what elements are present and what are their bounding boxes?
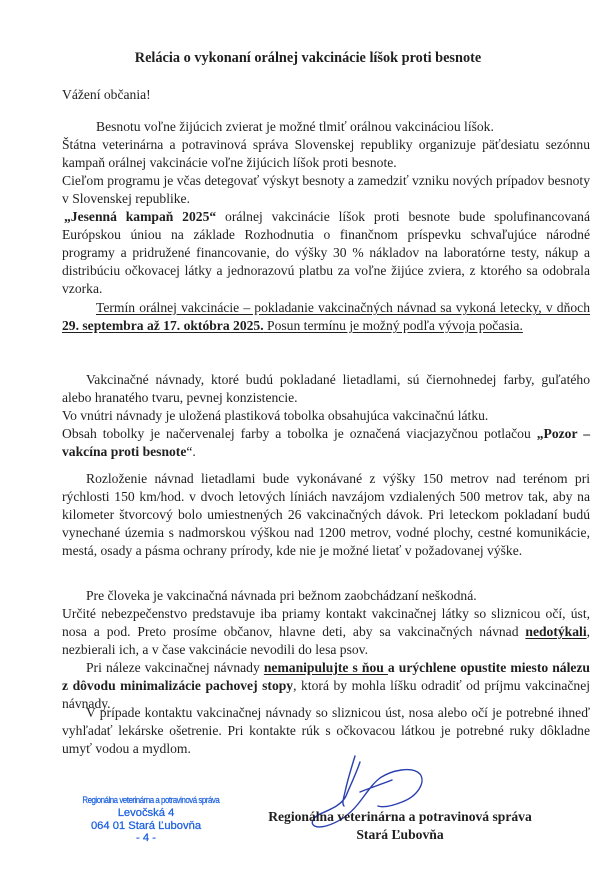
official-stamp (72, 794, 220, 845)
bait-warning-label: „Pozor – vakcína proti besnote (62, 426, 590, 459)
safety-line-2-text: Určité nebezpečenstvo predstavuje iba priamy kontakt vakcinačnej látky so sliznicou očí, úst, nosa a pod. Preto prosíme občanov, hlavne deti, aby sa vakcinačných návnad (62, 606, 590, 639)
signature-organization: Regionálna veterinárna a potravinová správa (268, 809, 532, 824)
intro-line-3: Cieľom programu je včas detegovať výskyt besnoty a zamedziť vzniku nových prípadov besnoty v Slovenskej republike. (62, 173, 590, 206)
signature-city: Stará Ľubovňa (356, 827, 444, 842)
schedule-text-before: Termín orálnej vakcinácie – pokladanie vakcinačných návnad sa vykoná letecky, v dňoch (96, 300, 590, 315)
bait-line-3-text: Obsah tobolky je načervenalej farby a tobolka je označená viacjazyčnou potlačou (62, 426, 537, 441)
safety-line-2-after: , nezbierali ich, a v čase vakcinácie nevodili do lesa psov. (62, 624, 590, 657)
found-bait-before: Pri náleze vakcinačnej návnady (86, 660, 264, 675)
signature-block (240, 808, 560, 844)
contact-paragraph: V prípade kontaktu vakcinačnej návnady so sliznicou úst, nosa alebo očí je potrebné ihneď vyhľadať lekárske ošetrenie. Pri kontakte rúk s očkovacou látkou je potrebné ruky dôkladne umyť vodou a mydlom. (62, 705, 590, 756)
safety-section (62, 587, 590, 713)
stamp-number: - 4 - (136, 832, 156, 844)
bait-section (62, 371, 590, 461)
safety-line-2 (62, 605, 590, 659)
bait-line-3 (62, 425, 590, 461)
found-bait-leave: a urýchlene opustite miesto nálezu z dôvodu minimalizácie pachovej stopy (62, 660, 590, 693)
document-title: Relácia o vykonaní orálnej vakcinácie líšok proti besnote (134, 50, 482, 66)
intro-line-2: Štátna veterinárna a potravinová správa Slovenskej republiky organizuje päťdesiatu sezónnu kampaň orálnej vakcinácie voľne žijúcich líšok proti besnote. (62, 137, 590, 170)
distribution-paragraph: Rozloženie návnad lietadlami bude vykonávané z výšky 150 metrov nad terénom pri rýchlosti 150 km/hod. v dvoch letových líniách navzájom vzdialených 500 metrov tak, aby na kilometer štvorcový bolo umiestnených 26 vakcinačných dávok. Pri leteckom pokladaní budú vynechané územia s nadmorskou výškou nad 1200 metrov, vodné plochy, cestné komunikácie, mestá, osady a pásma ochrany prírody, kde nie je možné lietať v požadovanej výške. (62, 471, 590, 558)
schedule-date-range: 29. septembra až 17. októbra 2025. (62, 318, 264, 333)
campaign-name: „Jesenná kampaň 2025“ (64, 209, 217, 224)
bait-line-3-end: “. (186, 444, 196, 459)
schedule-paragraph (62, 299, 590, 335)
intro-line-1: Besnotu voľne žijúcich zvierat je možné tlmiť orálnou vakcináciou líšok. (96, 119, 494, 134)
campaign-paragraph (62, 208, 590, 298)
bait-line-2: Vo vnútri návnady je uložená plastiková tobolka obsahujúca vakcinačnú látku. (62, 408, 489, 423)
intro-section (62, 118, 590, 298)
safety-no-touch: nedotýkali (525, 624, 587, 639)
distribution-section (62, 470, 590, 560)
stamp-city: 064 01 Stará Ľubovňa (90, 819, 202, 832)
stamp-organization: Regionálna veterinárna a potravinová správa (82, 795, 220, 805)
safety-line-1: Pre človeka je vakcinačná návnada pri bežnom zaobchádzaní neškodná. (86, 588, 477, 603)
schedule-section (62, 299, 590, 335)
found-bait-after: , ktorá by mohla líšku odradiť od príjmu vakcinačnej návnady. (62, 678, 591, 711)
stamp-street: Levočská 4 (117, 807, 175, 819)
campaign-text: orálnej vakcinácie líšok proti besnote bude spolufinancovaná Európskou úniou na základe Rozhodnutia o finančnom príspevku schvaľujúce národné programy a pridružené financovanie, do výšky 30 % nákladov na laboratórne testy, nákup a distribúciu očkovacej látky a jednorazovú platbu za voľne žijúce zviera, z ktorého sa odobrala vzorka. (62, 209, 590, 296)
found-bait-no-manipulate: nemanipulujte s ňou (263, 660, 388, 675)
salutation: Vážení občania! (62, 87, 151, 102)
contact-section (62, 704, 590, 758)
bait-line-1: Vakcinačné návnady, ktoré budú pokladané lietadlami, sú čiernohnedej farby, guľatého alebo hranatého tvaru, pevnej konzistencie. (62, 372, 590, 405)
schedule-text-after: Posun termínu je možný podľa vývoja počasia. (263, 318, 523, 333)
